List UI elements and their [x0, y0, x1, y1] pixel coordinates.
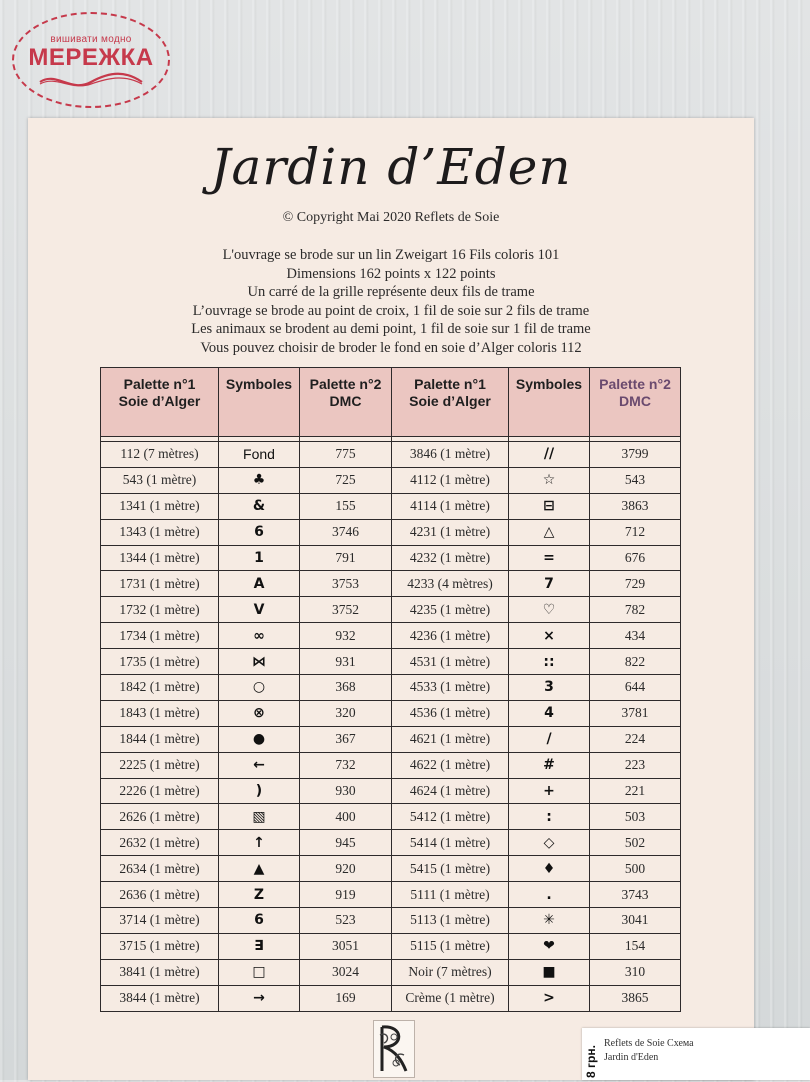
- cell-dmc-right: 500: [590, 856, 681, 882]
- header-palette2-left: Palette n°2 DMC: [300, 368, 392, 437]
- cell-palette1-left: 3715 (1 mètre): [101, 933, 219, 959]
- cell-dmc-right: 3041: [590, 908, 681, 934]
- cell-symbol-left: ↑: [219, 830, 300, 856]
- cell-dmc-right: 3863: [590, 493, 681, 519]
- table-row: [101, 726, 681, 752]
- cell-symbol-right: ::: [509, 649, 590, 675]
- cell-symbol-right: /: [509, 726, 590, 752]
- table-row: [101, 675, 681, 701]
- cell-symbol-left: 1: [219, 545, 300, 571]
- cell-palette1-left: 2636 (1 mètre): [101, 882, 219, 908]
- cell-palette1-left: 543 (1 mètre): [101, 467, 219, 493]
- cell-palette1-left: 1844 (1 mètre): [101, 726, 219, 752]
- logo-tagline: вишивати модно: [50, 34, 132, 45]
- cell-palette1-right: 4112 (1 mètre): [392, 467, 509, 493]
- cell-symbol-right: ❤: [509, 933, 590, 959]
- cell-dmc-right: 502: [590, 830, 681, 856]
- cell-dmc-right: 3799: [590, 442, 681, 468]
- cell-palette1-left: 1344 (1 mètre): [101, 545, 219, 571]
- cell-palette1-right: 4232 (1 mètre): [392, 545, 509, 571]
- cell-symbol-right: 3: [509, 675, 590, 701]
- intro-line: Vous pouvez choisir de broder le fond en soie d’Alger coloris 112: [200, 339, 582, 356]
- cell-symbol-left: ▲: [219, 856, 300, 882]
- cell-dmc-left: 791: [300, 545, 392, 571]
- intro-line: Dimensions 162 points x 122 points: [286, 265, 496, 282]
- cell-palette1-left: 3714 (1 mètre): [101, 908, 219, 934]
- cell-palette1-left: 3844 (1 mètre): [101, 985, 219, 1011]
- cell-dmc-right: 543: [590, 467, 681, 493]
- cell-palette1-left: 2626 (1 mètre): [101, 804, 219, 830]
- table-row: [101, 597, 681, 623]
- cell-symbol-right: #: [509, 752, 590, 778]
- intro-text: [28, 246, 754, 357]
- cell-symbol-left: □: [219, 959, 300, 985]
- cell-dmc-left: 945: [300, 830, 392, 856]
- cell-symbol-right: :: [509, 804, 590, 830]
- cell-symbol-right: ×: [509, 623, 590, 649]
- cell-palette1-right: 4114 (1 mètre): [392, 493, 509, 519]
- cell-dmc-left: 930: [300, 778, 392, 804]
- table-row: [101, 908, 681, 934]
- cell-symbol-left: ♣: [219, 467, 300, 493]
- cell-symbol-left: ∃: [219, 933, 300, 959]
- cell-symbol-left: V: [219, 597, 300, 623]
- cell-symbol-right: =: [509, 545, 590, 571]
- table-row: [101, 623, 681, 649]
- cell-palette1-right: 4231 (1 mètre): [392, 519, 509, 545]
- cell-dmc-right: 676: [590, 545, 681, 571]
- cell-dmc-left: 3051: [300, 933, 392, 959]
- cell-dmc-right: 223: [590, 752, 681, 778]
- cell-dmc-right: 503: [590, 804, 681, 830]
- cell-dmc-left: 400: [300, 804, 392, 830]
- cell-dmc-left: 3752: [300, 597, 392, 623]
- cell-dmc-left: 725: [300, 467, 392, 493]
- cell-dmc-right: 3865: [590, 985, 681, 1011]
- table-row: [101, 778, 681, 804]
- label-line: Reflets de Soie Схема: [604, 1038, 694, 1049]
- table-row: [101, 545, 681, 571]
- cell-symbol-right: △: [509, 519, 590, 545]
- cell-palette1-left: 112 (7 mètres): [101, 442, 219, 468]
- cell-palette1-right: 5414 (1 mètre): [392, 830, 509, 856]
- monogram-rs-icon: [373, 1020, 415, 1078]
- cell-palette1-left: 1843 (1 mètre): [101, 700, 219, 726]
- cell-dmc-left: 320: [300, 700, 392, 726]
- cell-palette1-left: 1842 (1 mètre): [101, 675, 219, 701]
- cell-dmc-right: 822: [590, 649, 681, 675]
- cell-dmc-right: 782: [590, 597, 681, 623]
- header-symbols-right: Symboles: [509, 368, 590, 437]
- cell-dmc-right: 154: [590, 933, 681, 959]
- thread-skein-icon: [36, 71, 146, 93]
- cell-palette1-right: 5113 (1 mètre): [392, 908, 509, 934]
- price-text: 8 грн.: [584, 1045, 598, 1078]
- table-row: [101, 467, 681, 493]
- intro-line: Les animaux se brodent au demi point, 1 fil de soie sur 1 fil de trame: [191, 321, 591, 337]
- table-row: [101, 649, 681, 675]
- table-row: [101, 571, 681, 597]
- cell-symbol-right: ◇: [509, 830, 590, 856]
- cell-palette1-left: 2226 (1 mètre): [101, 778, 219, 804]
- header-palette2-right: Palette n°2 DMC: [590, 368, 681, 437]
- table-row: [101, 804, 681, 830]
- table-row: [101, 830, 681, 856]
- logo-brand: МЕРЕЖКА: [28, 44, 154, 71]
- cell-palette1-left: 1732 (1 mètre): [101, 597, 219, 623]
- chart-sheet: [28, 118, 754, 1080]
- cell-palette1-left: 1343 (1 mètre): [101, 519, 219, 545]
- header-palette1-left: Palette n°1 Soie d’Alger: [101, 368, 219, 437]
- cell-dmc-left: 931: [300, 649, 392, 675]
- cell-dmc-right: 3743: [590, 882, 681, 908]
- cell-symbol-right: .: [509, 882, 590, 908]
- cell-symbol-left: ●: [219, 726, 300, 752]
- cell-palette1-right: Noir (7 mètres): [392, 959, 509, 985]
- cell-symbol-right: +: [509, 778, 590, 804]
- table-row: [101, 493, 681, 519]
- cell-dmc-right: 224: [590, 726, 681, 752]
- cell-palette1-left: 1734 (1 mètre): [101, 623, 219, 649]
- table-row: [101, 752, 681, 778]
- thread-key-table: [100, 367, 681, 1012]
- cell-symbol-left: ○: [219, 675, 300, 701]
- cell-symbol-left: &: [219, 493, 300, 519]
- cell-dmc-left: 367: [300, 726, 392, 752]
- cell-dmc-right: 434: [590, 623, 681, 649]
- intro-line: Un carré de la grille représente deux fils de trame: [247, 284, 535, 300]
- table-row: [101, 519, 681, 545]
- cell-symbol-left: ▧: [219, 804, 300, 830]
- cell-palette1-right: 4233 (4 mètres): [392, 571, 509, 597]
- cell-dmc-left: 932: [300, 623, 392, 649]
- cell-palette1-right: Crème (1 mètre): [392, 985, 509, 1011]
- cell-dmc-left: 3024: [300, 959, 392, 985]
- table-row: [101, 959, 681, 985]
- cell-palette1-right: 4531 (1 mètre): [392, 649, 509, 675]
- cell-palette1-right: 4621 (1 mètre): [392, 726, 509, 752]
- price-label: [582, 1028, 810, 1080]
- copyright-line: © Copyright Mai 2020 Reflets de Soie: [282, 210, 500, 225]
- cell-symbol-left: A: [219, 571, 300, 597]
- cell-palette1-left: 1731 (1 mètre): [101, 571, 219, 597]
- cell-dmc-left: 920: [300, 856, 392, 882]
- table-row: [101, 985, 681, 1011]
- cell-palette1-right: 5115 (1 mètre): [392, 933, 509, 959]
- cell-symbol-right: ♡: [509, 597, 590, 623]
- header-symbols-left: Symboles: [219, 368, 300, 437]
- cell-symbol-left: ∞: [219, 623, 300, 649]
- cell-symbol-left: ⊗: [219, 700, 300, 726]
- shop-logo: [12, 12, 170, 108]
- cell-symbol-left: ⋈: [219, 649, 300, 675]
- cell-symbol-right: ♦: [509, 856, 590, 882]
- cell-palette1-right: 4624 (1 mètre): [392, 778, 509, 804]
- cell-dmc-left: 3753: [300, 571, 392, 597]
- cell-palette1-right: 5111 (1 mètre): [392, 882, 509, 908]
- cell-palette1-right: 5412 (1 mètre): [392, 804, 509, 830]
- cell-palette1-left: 1341 (1 mètre): [101, 493, 219, 519]
- cell-dmc-right: 644: [590, 675, 681, 701]
- cell-symbol-left: 6: [219, 908, 300, 934]
- cell-symbol-right: ✳: [509, 908, 590, 934]
- label-line: Jardin d'Eden: [604, 1052, 659, 1063]
- cell-symbol-right: ■: [509, 959, 590, 985]
- cell-symbol-left: →: [219, 985, 300, 1011]
- cell-palette1-left: 1735 (1 mètre): [101, 649, 219, 675]
- cell-symbol-left: Z: [219, 882, 300, 908]
- table-row: [101, 933, 681, 959]
- table-row: [101, 882, 681, 908]
- cell-dmc-left: 732: [300, 752, 392, 778]
- cell-dmc-left: 775: [300, 442, 392, 468]
- cell-dmc-left: 155: [300, 493, 392, 519]
- table-header-row: [101, 368, 681, 437]
- cell-symbol-left: ): [219, 778, 300, 804]
- cell-palette1-left: 2632 (1 mètre): [101, 830, 219, 856]
- cell-symbol-right: 7: [509, 571, 590, 597]
- cell-symbol-right: >: [509, 985, 590, 1011]
- cell-palette1-left: 3841 (1 mètre): [101, 959, 219, 985]
- cell-palette1-right: 4622 (1 mètre): [392, 752, 509, 778]
- cell-dmc-left: 523: [300, 908, 392, 934]
- intro-line: L'ouvrage se brode sur un lin Zweigart 16 Fils coloris 101: [222, 247, 560, 263]
- cell-dmc-left: 3746: [300, 519, 392, 545]
- header-palette1-right: Palette n°1 Soie d’Alger: [392, 368, 509, 437]
- cell-palette1-right: 4536 (1 mètre): [392, 700, 509, 726]
- cell-symbol-right: ☆: [509, 467, 590, 493]
- cell-palette1-right: 3846 (1 mètre): [392, 442, 509, 468]
- cell-dmc-left: 919: [300, 882, 392, 908]
- page-title: Jardin d’Eden: [210, 138, 572, 196]
- cell-symbol-right: 4: [509, 700, 590, 726]
- table-row: [101, 856, 681, 882]
- cell-symbol-right: //: [509, 442, 590, 468]
- cell-palette1-right: 5415 (1 mètre): [392, 856, 509, 882]
- cell-dmc-right: 221: [590, 778, 681, 804]
- cell-palette1-right: 4235 (1 mètre): [392, 597, 509, 623]
- cell-palette1-right: 4533 (1 mètre): [392, 675, 509, 701]
- cell-palette1-right: 4236 (1 mètre): [392, 623, 509, 649]
- cell-dmc-right: 729: [590, 571, 681, 597]
- cell-symbol-left: 6: [219, 519, 300, 545]
- cell-symbol-left: ←: [219, 752, 300, 778]
- cell-dmc-right: 3781: [590, 700, 681, 726]
- cell-palette1-left: 2634 (1 mètre): [101, 856, 219, 882]
- cell-dmc-left: 169: [300, 985, 392, 1011]
- cell-symbol-left: Fond: [219, 442, 300, 468]
- cell-symbol-right: ⊟: [509, 493, 590, 519]
- intro-line: L’ouvrage se brode au point de croix, 1 fil de soie sur 2 fils de trame: [192, 302, 590, 319]
- table-row: [101, 442, 681, 468]
- table-row: [101, 700, 681, 726]
- cell-dmc-right: 712: [590, 519, 681, 545]
- cell-dmc-right: 310: [590, 959, 681, 985]
- cell-palette1-left: 2225 (1 mètre): [101, 752, 219, 778]
- cell-dmc-left: 368: [300, 675, 392, 701]
